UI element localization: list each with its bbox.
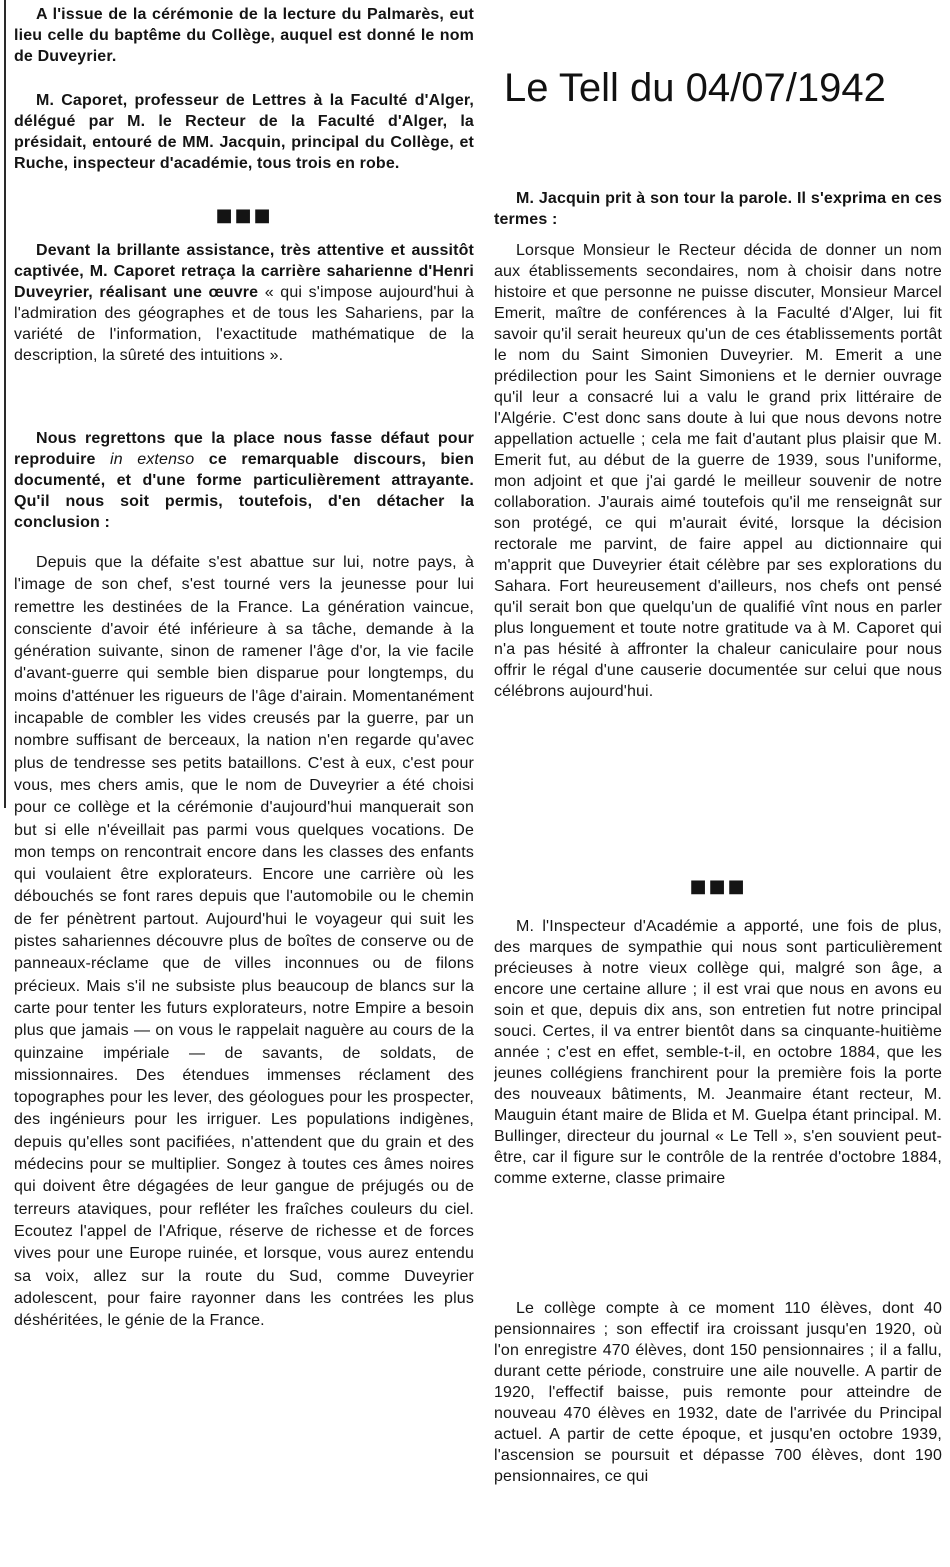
column-rule (4, 0, 6, 808)
intro-paragraph: A l'issue de la cérémonie de la lecture du Palmarès, eut lieu celle du baptême du Collège, auquel est donné le nom de Duveyrier. (14, 6, 474, 65)
presidency-paragraph: M. Caporet, professeur de Lettres à la Faculté d'Alger, délégué par M. le Recteur de la Faculté d'Alger, la présidait, entouré de MM. Jacquin, principal du Collège, et Ruche, inspecteur d'académie, tous trois en robe. (14, 92, 474, 172)
enrollment-paragraph: Le collège compte à ce moment 110 élèves, dont 40 pensionnaires ; son effectif ira croissant jusqu'en 1920, où l'on enregistre 470 élèves, dont 150 pensionnaires ; il a fallu, durant cette période, construire une aile nouvelle. A partir de 1920, l'effectif baisse, puis remonte pour atteindre de nouveau 470 élèves en 1932, date de l'arrivée du Principal actuel. A partir de cette époque, et jusqu'en octobre 1939, l'ascension se poursuit et dépasse 700 élèves, dont 190 pensionnaires, ce qui (494, 1300, 942, 1485)
separator-squares: ■■■ (215, 205, 273, 226)
inspector-paragraph: M. l'Inspecteur d'Académie a apporté, une fois de plus, des marques de sympathie qui nous sont particulièrement précieuses à notre vieux collège qui, malgré son âge, a encore une certaine allure ; il est vrai que nous en avons eu soin et que, depuis dix ans, son entretien fut notre principal souci. Certes, il va entrer bientôt dans sa cinquante-huitième année ; c'est en effet, semble-t-il, en octobre 1884, que les jeunes collégiens franchirent pour la première fois la porte des nouveaux bâtiments, M. Jeanmaire étant recteur, M. Mauguin étant maire de Blida et M. Guelpa étant principal. M. Bullinger, directeur du journal « Le Tell », s'en souvient peut-être, car il figure sur le contrôle de la rentrée d'octobre 1884, comme externe, classe primaire (494, 918, 942, 1187)
discourse-summary-paragraph (14, 240, 474, 366)
left-column (14, 0, 474, 1567)
date-stamp: Le Tell du 04/07/1942 (496, 52, 942, 162)
regret-bold-c: ce remarquable discours, bien documenté, et d'une forme particulièrement attrayante. Qu'il nous soit permis, toutefois, d'en détacher la conclusion : (14, 451, 474, 531)
discourse-summary-quote: « qui s'impose aujourd'hui à l'admiration des géographes et de tous les Sahariens, par la variété de l'information, l'exactitude mathématique de la description, la sûreté des intuitions ». (14, 284, 474, 364)
jacquin-intro: M. Jacquin prit à son tour la parole. Il s'exprima en ces termes : (494, 190, 942, 228)
regret-paragraph (14, 428, 474, 533)
regret-italic: in extenso (95, 451, 209, 468)
separator-squares-right: ■■■ (689, 876, 747, 897)
right-column (494, 176, 942, 1567)
conclusion-speech: Depuis que la défaite s'est abattue sur lui, notre pays, à l'image de son chef, s'est tourné vers la jeunesse pour lui remettre les destinées de la France. La génération vaincue, consciente d'avoir été inférieure à sa tâche, demande à la génération suivante, sinon de ramener l'âge d'or, la vie facile d'avant-guerre qui semble bien disparue pour longtemps, du moins d'atténuer les rigueurs de l'âge d'airain. Momentanément incapable de combler les vides creusés par la guerre, par un nombre suffisant de berceaux, la nation n'en regarde qu'avec plus de tendresse ses petits bataillons. C'est à eux, c'est pour vous, mes chers amis, que le nom de Duveyrier a été choisi pour ce collège et la cérémonie d'aujourd'hui manquerait son but si elle n'éveillait pas parmi vous quelques vocations. De mon temps on rencontrait encore dans les classes des enfants qui voulaient être explorateurs. Encore une carrière où les débouchés se font rares depuis que l'automobile ou le chemin de fer pénètrent partout. Aujourd'hui le voyageur qui suit les pistes sahariennes découvre plus de boîtes de conserve ou de panneaux-réclame que de villes inconnues ou de filons précieux. Mais s'il ne subsiste plus beaucoup de blancs sur la carte pour tenter les futurs explorateurs, notre Empire a besoin plus que jamais — on vous le rappelait naguère au cours de la quinzaine impériale — de savants, de soldats, de missionnaires. Des étendues immenses réclament des topographes pour les lever, des géologues pour les prospecter, des ingénieurs pour les irriguer. Les populations indigènes, depuis qu'elles sont pacifiées, n'attendent que du grain et des médecins pour se multiplier. Songez à toutes ces âmes noires qui doivent être dégagées de leur gangue de préjugés ou de terreurs ataviques, pour refléter les fraîches couleurs du ciel. Ecoutez l'appel de l'Afrique, réserve de richesse et de forces vives pour une Europe ruinée, et lorsque, vous aurez entendu sa voix, allez sur la route du Sud, comme Duveyrier adolescent, pour faire rayonner dans les contrées les plus déshéritées, le génie de la France. (14, 554, 474, 1330)
regret-bold-a: Nous regrettons que la place nous fasse défaut pour reproduire (14, 430, 474, 468)
discourse-summary-bold: Devant la brillante assistance, très attentive et aussitôt captivée, M. Caporet retraça la carrière saharienne d'Henri Duveyrier, réalisant une œuvre (14, 242, 474, 301)
jacquin-speech: Lorsque Monsieur le Recteur décida de donner un nom aux établissements secondaires, nom à choisir dans notre histoire et que personne ne puisse discuter, Monsieur Marcel Emerit, maître de conférences à la Faculté d'Alger, lui fit savoir qu'il serait heureux qu'un de ces établissements portât le nom du Saint Simonien Duveyrier. M. Emerit a une prédilection pour les Saint Simoniens et le dernier ouvrage qu'il leur a consacré lui a valu le grand prix littéraire de l'Algérie. C'est donc sans doute à lui que nous devons notre appellation actuelle ; cela me fait d'autant plus plaisir que M. Emerit fut, au début de la guerre de 1939, sous l'uniforme, mon adjoint et que j'ai gardé le meilleur souvenir de notre collaboration. J'aurais aimé toutefois qu'il me renseignât sur son protégé, ce qui m'aurait évité, lorsque la décision rectorale me parvint, de faire appel au dictionnaire qui m'apprit que Duveyrier était célèbre par ses explorations du Sahara. Fort heureusement d'ailleurs, nos chefs ont pensé qu'il serait bon que quelqu'un de qualifié vînt nous en parler plus longuement et toute notre gratitude va à M. Caporet qui n'a pas hésité à affronter la chaleur caniculaire pour nous offrir le régal d'une causerie documentée sur celui que nous célébrons aujourd'hui. (494, 242, 942, 700)
